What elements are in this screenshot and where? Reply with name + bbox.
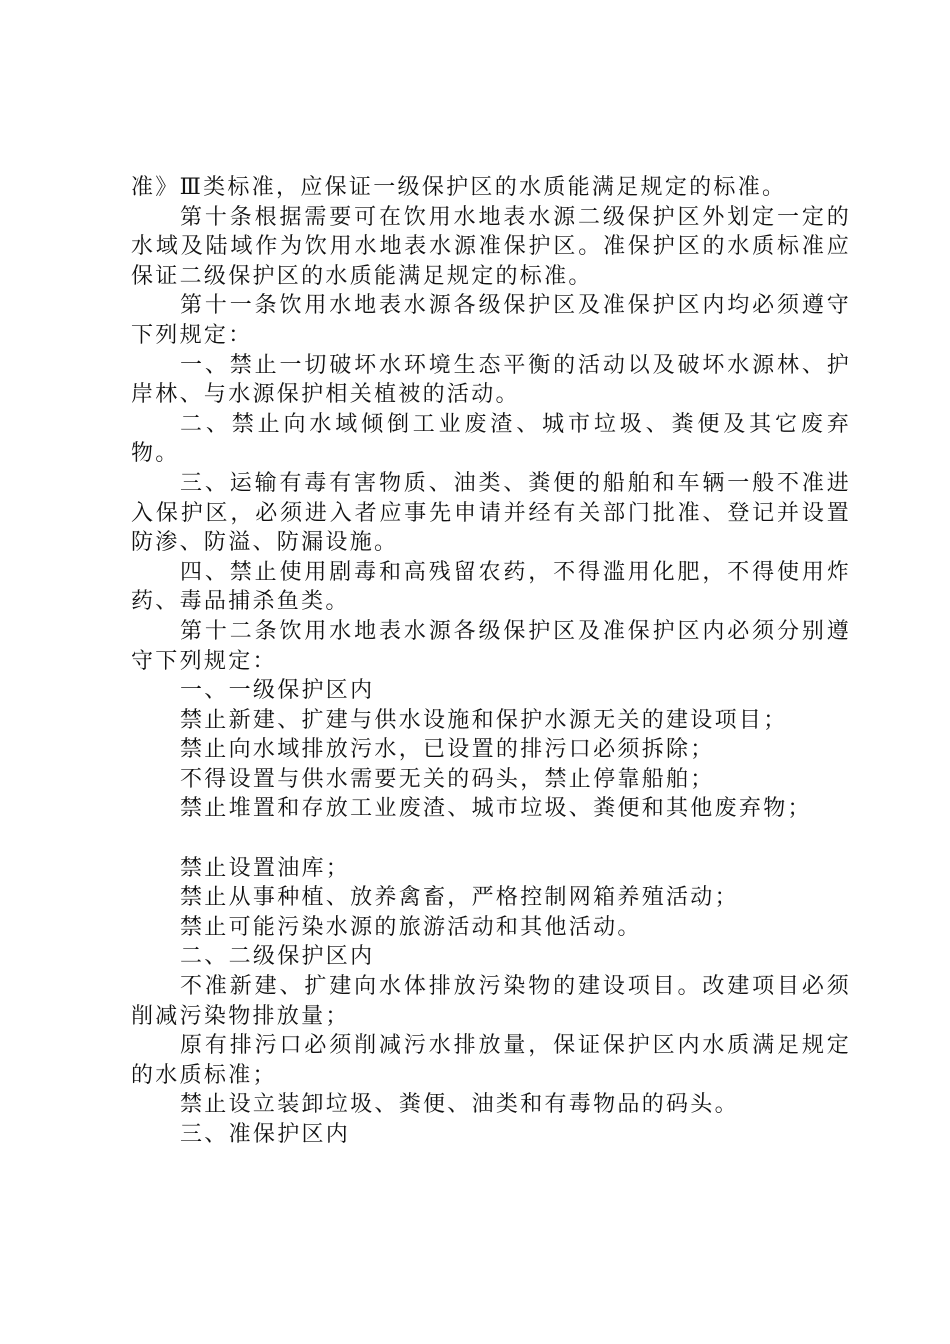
paragraph: 第十一条饮用水地表水源各级保护区及准保护区内均必须遵守下列规定： — [131, 293, 851, 348]
section-heading: 一、一级保护区内 — [180, 678, 375, 704]
paragraph: 不得设置与供水需要无关的码头，禁止停靠船舶； — [180, 766, 715, 792]
paragraph: 一、禁止一切破坏水环境生态平衡的活动以及破坏水源林、护岸林、与水源保护相关植被的活动。 — [131, 352, 851, 408]
paragraph: 四、禁止使用剧毒和高残留农药，不得滥用化肥，不得使用炸药、毒品捕杀鱼类。 — [131, 559, 851, 615]
document-body — [131, 173, 851, 1150]
paragraph: 三、运输有毒有害物质、油类、粪便的船舶和车辆一般不准进入保护区，必须进入者应事先申请并经有关部门批准、登记并设置防渗、防溢、防漏设施。 — [131, 470, 851, 556]
paragraph: 禁止可能污染水源的旅游活动和其他活动。 — [180, 914, 642, 940]
paragraph: 第十条根据需要可在饮用水地表水源二级保护区外划定一定的水域及陆域作为饮用水地表水源准保护区。准保护区的水质标准应保证二级保护区的水质能满足规定的标准。 — [131, 204, 851, 289]
blank-line — [131, 824, 851, 854]
paragraph: 准》Ⅲ类标准，应保证一级保护区的水质能满足规定的标准。 — [131, 175, 787, 200]
section-heading: 二、二级保护区内 — [180, 944, 375, 970]
paragraph: 禁止从事种植、放养禽畜，严格控制网箱养殖活动； — [180, 885, 739, 911]
paragraph: 二、禁止向水域倾倒工业废渣、城市垃圾、粪便及其它废弃物。 — [131, 411, 851, 467]
paragraph: 不准新建、扩建向水体排放污染物的建设项目。改建项目必须削减污染物排放量； — [131, 974, 851, 1029]
paragraph: 禁止向水域排放污水，已设置的排污口必须拆除； — [180, 737, 715, 763]
paragraph: 禁止设立装卸垃圾、粪便、油类和有毒物品的码头。 — [180, 1092, 739, 1118]
paragraph: 原有排污口必须削减污水排放量，保证保护区内水质满足规定的水质标准； — [131, 1033, 851, 1088]
paragraph: 禁止堆置和存放工业废渣、城市垃圾、粪便和其他废弃物； — [180, 796, 812, 822]
paragraph: 禁止新建、扩建与供水设施和保护水源无关的建设项目； — [180, 707, 788, 733]
paragraph: 禁止设置油库； — [180, 855, 351, 881]
section-heading: 三、准保护区内 — [180, 1122, 351, 1147]
paragraph: 第十二条饮用水地表水源各级保护区及准保护区内必须分别遵守下列规定： — [131, 618, 851, 674]
